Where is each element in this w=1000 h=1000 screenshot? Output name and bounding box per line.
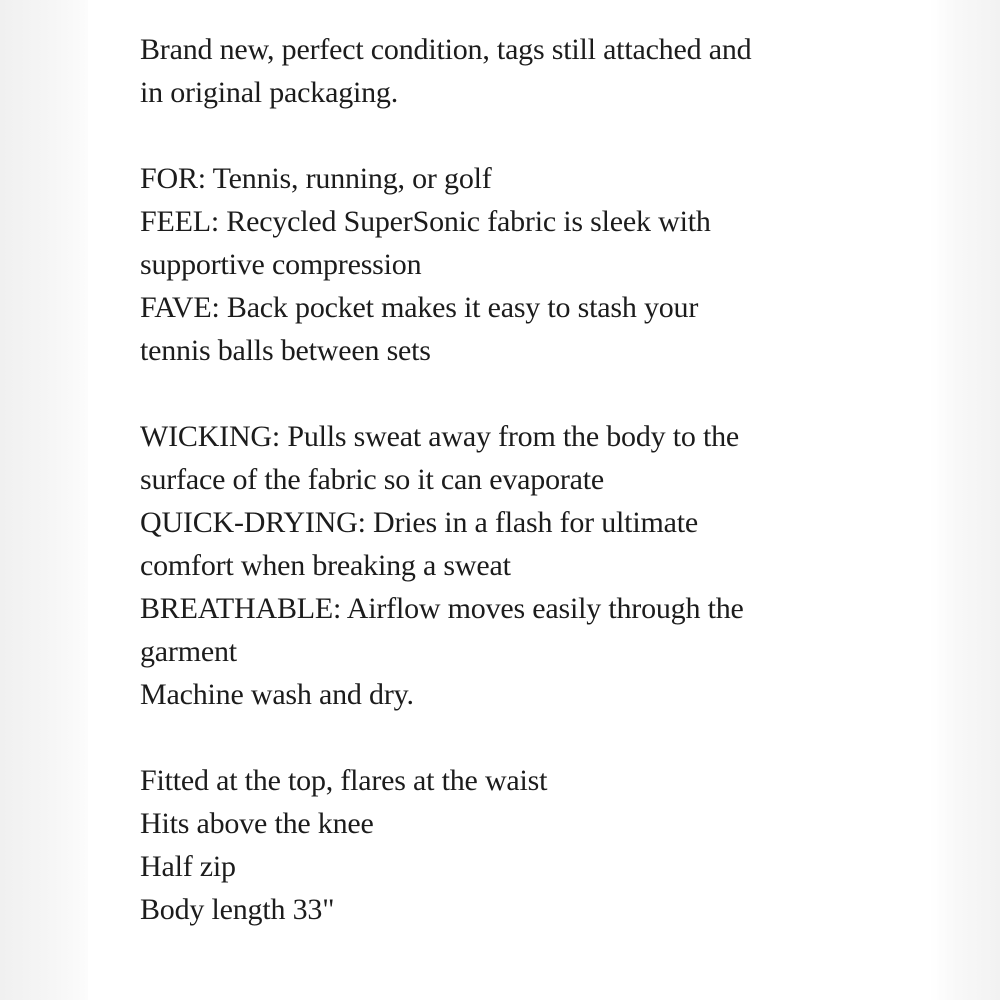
text-line: FEEL: Recycled SuperSonic fabric is sleek with: [140, 205, 711, 238]
features-paragraph: [140, 415, 900, 716]
text-line: FAVE: Back pocket makes it easy to stash your: [140, 291, 699, 324]
text-line: FOR: Tennis, running, or golf: [140, 162, 492, 195]
text-line: Body length 33": [140, 893, 335, 926]
text-line: Hits above the knee: [140, 807, 374, 840]
condition-paragraph: [140, 28, 900, 114]
text-line: garment: [140, 635, 237, 668]
text-line: comfort when breaking a sweat: [140, 549, 511, 582]
right-edge-shadow: [930, 0, 1000, 1000]
text-line: WICKING: Pulls sweat away from the body to the: [140, 420, 740, 453]
text-line: BREATHABLE: Airflow moves easily through the: [140, 592, 744, 625]
text-line: in original packaging.: [140, 76, 399, 109]
text-line: Machine wash and dry.: [140, 678, 414, 711]
left-edge-shadow: [0, 0, 88, 1000]
text-line: supportive compression: [140, 248, 422, 281]
fit-paragraph: [140, 759, 900, 931]
text-line: Brand new, perfect condition, tags still attached and: [140, 33, 752, 66]
usage-paragraph: [140, 157, 900, 372]
text-line: surface of the fabric so it can evaporate: [140, 463, 605, 496]
text-line: tennis balls between sets: [140, 334, 431, 367]
product-description: [140, 28, 900, 931]
text-line: Half zip: [140, 850, 236, 883]
text-line: Fitted at the top, flares at the waist: [140, 764, 548, 797]
text-line: QUICK-DRYING: Dries in a flash for ultimate: [140, 506, 698, 539]
